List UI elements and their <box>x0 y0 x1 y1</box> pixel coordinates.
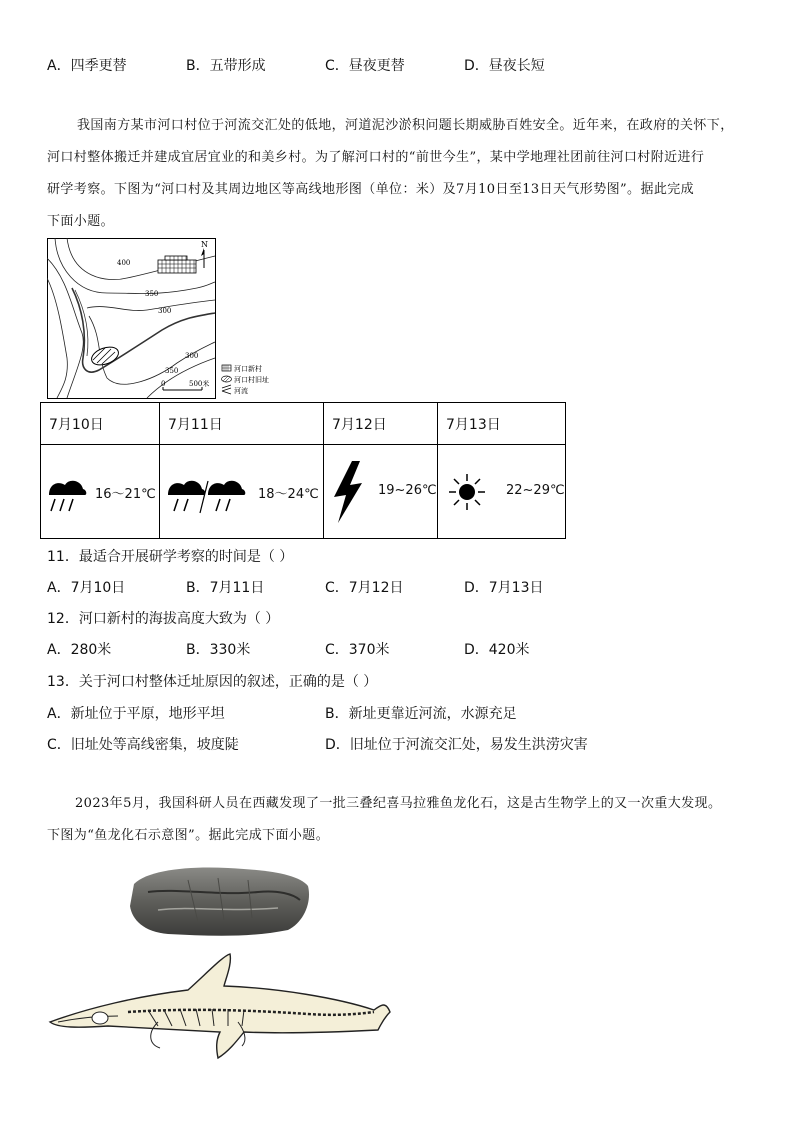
question-13-options-cd <box>47 734 747 756</box>
weather-temp: 16～21℃ <box>95 487 156 502</box>
ichthyosaur-skeleton-illustration <box>48 952 394 1060</box>
contour-label: 350 <box>145 290 159 298</box>
weather-date: 7月11日 <box>160 403 324 445</box>
rain-icon <box>166 475 246 515</box>
sun-icon <box>448 473 486 511</box>
passage-line: 2023年5月，我国科研人员在西藏发现了一批三叠纪喜马拉雅鱼龙化石，这是古生物学上的又一次重大发现。 <box>75 796 722 811</box>
legend-river: 河流 <box>234 387 248 395</box>
weather-date: 7月10日 <box>41 403 160 445</box>
question-13-options-ab <box>47 703 747 725</box>
option-c: C．370米 <box>325 642 390 658</box>
question-11-options <box>47 577 747 599</box>
thunder-icon <box>332 459 366 525</box>
passage-2 <box>47 788 753 852</box>
legend-old-village: 河口村旧址 <box>234 376 269 384</box>
passage-line: 研学考察。下图为“河口村及其周边地区等高线地形图（单位：米）及7月10日至13日天气形势图”。据此完成 <box>47 182 695 197</box>
scale-zero: 0 <box>161 380 166 388</box>
option-a: A．四季更替 <box>47 58 127 74</box>
option-d: D．旧址位于河流交汇处，易发生洪涝灾害 <box>325 737 588 753</box>
passage-line: 我国南方某市河口村位于河流交汇处的低地，河道泥沙淤积问题长期威胁百姓安全。近年来，在政府的关怀下， <box>77 118 734 133</box>
weather-table <box>40 402 566 539</box>
option-c: C．旧址处等高线密集，坡度陡 <box>47 737 239 753</box>
weather-temp: 18～24℃ <box>258 487 319 502</box>
passage-line: 河口村整体搬迁并建成宜居宜业的和美乡村。为了解河口村的“前世今生”，某中学地理社团前往河口村附近进行 <box>47 150 705 165</box>
option-b: B．新址更靠近河流，水源充足 <box>325 706 517 722</box>
passage-1 <box>47 110 753 238</box>
passage-line: 下面小题。 <box>47 214 115 229</box>
fossil-rock-image <box>128 862 312 940</box>
legend-new-village: 河口新村 <box>234 365 262 373</box>
weather-temp: 22~29℃ <box>506 483 565 498</box>
option-a: A．280米 <box>47 642 112 658</box>
contour-map <box>47 238 287 400</box>
option-c: C．7月12日 <box>325 580 404 596</box>
weather-cell <box>41 445 160 539</box>
contour-label: 300 <box>158 307 172 315</box>
option-c: C．昼夜更替 <box>325 58 405 74</box>
contour-label: 300 <box>185 352 199 360</box>
contour-label: 400 <box>117 259 131 267</box>
map-legend <box>222 365 232 394</box>
weather-cell <box>160 445 324 539</box>
passage-line: 下图为“鱼龙化石示意图”。据此完成下面小题。 <box>47 828 330 843</box>
scale-label: 500米 <box>189 380 210 388</box>
weather-date: 7月13日 <box>438 403 566 445</box>
weather-date: 7月12日 <box>324 403 438 445</box>
question-13-stem: 13．关于河口村整体迁址原因的叙述，正确的是（ ） <box>47 674 378 690</box>
weather-cell <box>438 445 566 539</box>
option-d: D．420米 <box>464 642 530 658</box>
contour-label: 350 <box>165 367 179 375</box>
question-12-options <box>47 639 747 661</box>
weather-temp: 19~26℃ <box>378 483 437 498</box>
question-11-stem: 11．最适合开展研学考察的时间是（ ） <box>47 549 294 565</box>
option-b: B．330米 <box>186 642 251 658</box>
options-row-top <box>47 55 747 77</box>
option-a: A．7月10日 <box>47 580 126 596</box>
option-a: A．新址位于平原，地形平坦 <box>47 706 225 722</box>
north-label: N <box>201 240 208 249</box>
question-12-stem: 12．河口新村的海拔高度大致为（ ） <box>47 611 280 627</box>
option-b: B．7月11日 <box>186 580 265 596</box>
option-d: D．昼夜长短 <box>464 58 545 74</box>
weather-cell <box>324 445 438 539</box>
option-d: D．7月13日 <box>464 580 544 596</box>
option-b: B．五带形成 <box>186 58 266 74</box>
rain-icon <box>47 475 87 515</box>
